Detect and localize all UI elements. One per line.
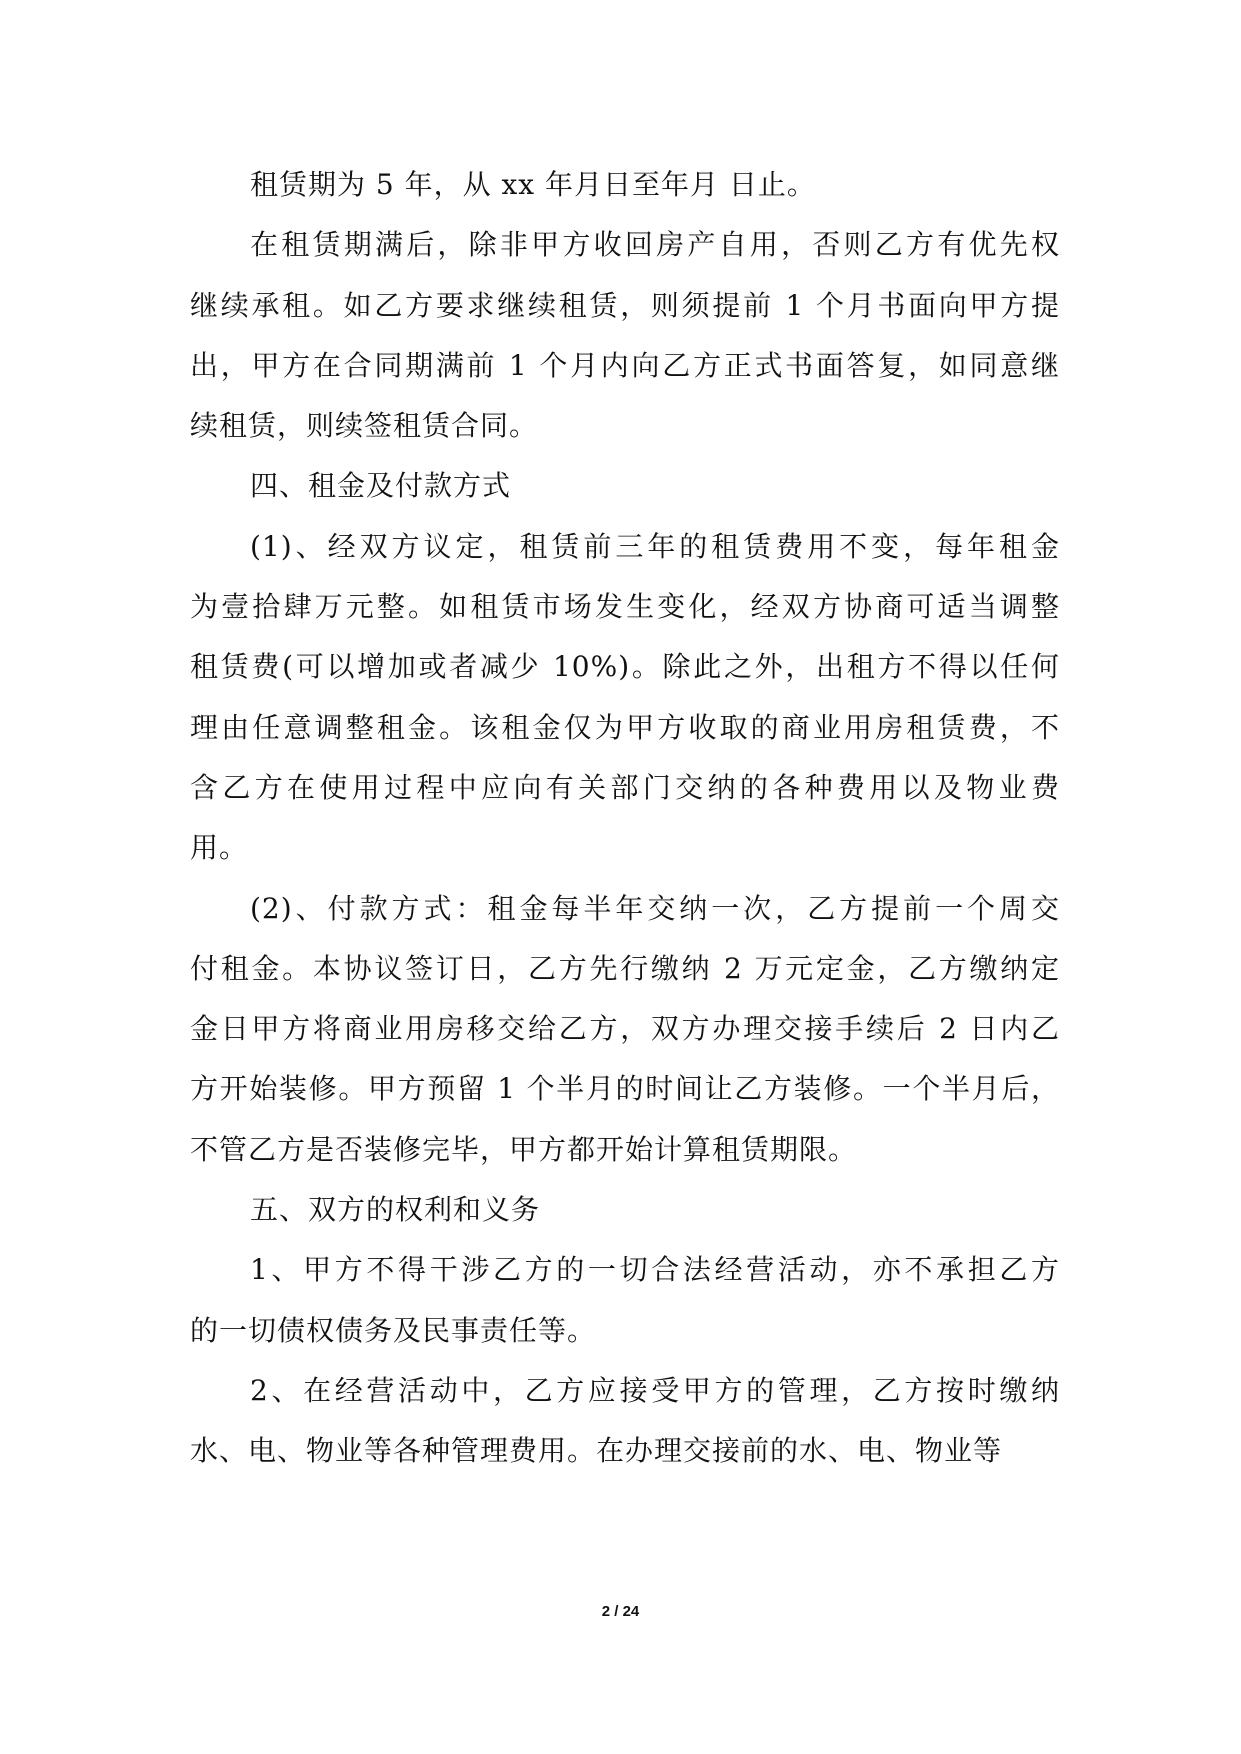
text-line: 含乙方在使用过程中应向有关部门交纳的各种费用以及物业费 [190, 770, 1060, 804]
text-line: 1、甲方不得干涉乙方的一切合法经营活动，亦不承担乙方 [250, 1253, 1060, 1287]
text-line: 的一切债权债务及民事责任等。 [190, 1313, 597, 1347]
text-line: (1)、经双方议定，租赁前三年的租赁费用不变，每年租金 [250, 529, 1060, 563]
text-line: 方开始装修。甲方预留 1 个半月的时间让乙方装修。一个半月后， [190, 1072, 1060, 1106]
text-line: 理由任意调整租金。该租金仅为甲方收取的商业用房租赁费，不 [190, 710, 1060, 744]
document-body [190, 155, 1060, 1482]
text-line: 续租赁，则续签租赁合同。 [190, 409, 539, 443]
text-line: 继续承租。如乙方要求继续租赁，则须提前 1 个月书面向甲方提 [190, 288, 1060, 322]
text-line: 在租赁期满后，除非甲方收回房产自用，否则乙方有优先权 [250, 228, 1060, 262]
text-line: 为壹拾肆万元整。如租赁市场发生变化，经双方协商可适当调整 [190, 590, 1060, 624]
text-line: 金日甲方将商业用房移交给乙方，双方办理交接手续后 2 日内乙 [190, 1012, 1060, 1046]
text-line: 五、双方的权利和义务 [250, 1193, 541, 1227]
text-line: 2、在经营活动中，乙方应接受甲方的管理，乙方按时缴纳 [250, 1373, 1060, 1407]
text-line: 用。 [190, 831, 249, 865]
paragraph [190, 215, 1060, 456]
paragraph [190, 1361, 1060, 1482]
text-line: 租赁期为 5 年，从 xx 年月日至年月 日止。 [250, 168, 816, 201]
text-line: (2)、付款方式：租金每半年交纳一次，乙方提前一个周交 [250, 891, 1060, 925]
text-line: 水、电、物业等各种管理费用。在办理交接前的水、电、物业等 [190, 1434, 1003, 1468]
paragraph [190, 155, 1060, 215]
paragraph [190, 517, 1060, 879]
paragraph [190, 879, 1060, 1180]
text-line: 出，甲方在合同期满前 1 个月内向乙方正式书面答复，如同意继 [190, 348, 1060, 382]
text-line: 付租金。本协议签订日，乙方先行缴纳 2 万元定金，乙方缴纳定 [190, 951, 1060, 985]
paragraph [190, 456, 1060, 516]
text-line: 租赁费(可以增加或者减少 10%)。除此之外，出租方不得以任何 [190, 650, 1060, 684]
page-number: 2 / 24 [601, 1603, 640, 1620]
text-line: 不管乙方是否装修完毕，甲方都开始计算租赁期限。 [190, 1132, 858, 1166]
paragraph [190, 1180, 1060, 1240]
paragraph [190, 1240, 1060, 1361]
text-line: 四、租金及付款方式 [250, 469, 512, 503]
